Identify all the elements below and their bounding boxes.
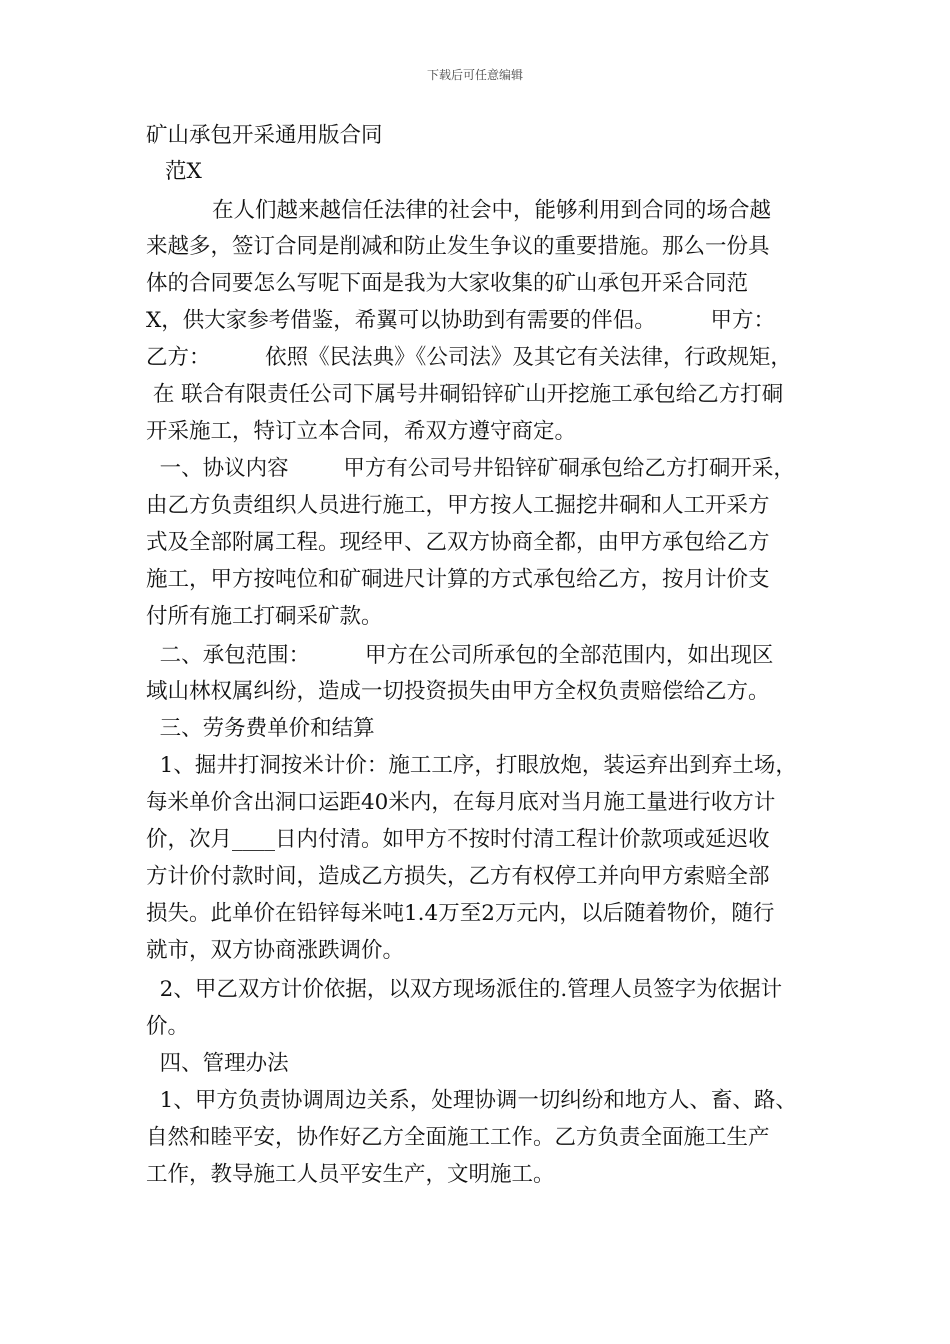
body-line: 施工，甲方按吨位和矿硐进尺计算的方式承包给乙方，按月计价支 [146, 567, 770, 592]
body-line: 域山林权属纠纷，造成一切投资损失由甲方全权负责赔偿给乙方。 [146, 679, 770, 704]
body-line: 四、管理办法 [146, 1051, 289, 1076]
body-line: 乙方： 依照《民法典》《公司法》及其它有关法律，行政规矩， [146, 345, 792, 370]
body-line: X，供大家参考借鉴，希翼可以协助到有需要的伴侣。 甲方： [146, 308, 775, 333]
body-line: 损失。此单价在铅锌每米吨1.4万至2万元内，以后随着物价，随行 [146, 901, 775, 926]
body-line: 付所有施工打硐采矿款。 [146, 604, 383, 629]
body-line: 工作，教导施工人员平安生产，文明施工。 [146, 1162, 555, 1187]
body-line: 方计价付款时间，造成乙方损失，乙方有权停工并向甲方索赔全部 [146, 864, 770, 889]
body-line: 二、承包范围： 甲方在公司所承包的全部范围内，如出现区 [146, 643, 774, 668]
body-line: 式及全部附属工程。现经甲、乙双方协商全都，由甲方承包给乙方 [146, 530, 770, 555]
body-line: 就市，双方协商涨跌调价。 [146, 938, 405, 963]
body-line: 一、协议内容 甲方有公司号井铅锌矿硐承包给乙方打硐开采， [146, 456, 795, 481]
body-line: 价，次月____日内付清。如甲方不按时付清工程计价款项或延迟收 [146, 827, 770, 852]
body-line: 2、甲乙双方计价依据，以双方现场派住的.管理人员签字为依据计 [146, 977, 783, 1002]
body-line: 在人们越来越信任法律的社会中，能够利用到合同的场合越 [212, 198, 772, 223]
doc-title: 矿山承包开采通用版合同 [146, 123, 383, 148]
page-header-note: 下载后可任意编辑 [426, 68, 523, 82]
body-line: 每米单价含出洞口运距40米内，在每月底对当月施工量进行收方计 [146, 790, 776, 815]
body-line: 由乙方负责组织人员进行施工，甲方按人工掘挖井硐和人工开采方 [146, 493, 770, 518]
body-line: 来越多，签订合同是削减和防止发生争议的重要措施。那么一份具 [146, 234, 770, 259]
body-line: 开采施工，特订立本合同，希双方遵守商定。 [146, 419, 577, 444]
body-line: 在 联合有限责任公司下属号井硐铅锌矿山开挖施工承包给乙方打硐 [146, 382, 784, 407]
body-line: 三、劳务费单价和结算 [146, 716, 375, 741]
body-line: 价。 [146, 1014, 190, 1039]
body-line: 1、掘井打洞按米计价：施工工序，打眼放炮，装运弃出到弃土场， [146, 753, 797, 778]
body-line: 体的合同要怎么写呢下面是我为大家收集的矿山承包开采合同范 [146, 271, 749, 296]
doc-subtitle: 范X [165, 159, 202, 184]
body-line: 1、甲方负责协调周边关系，处理协调一切纠纷和地方人、畜、路、 [146, 1088, 797, 1113]
body-line: 自然和睦平安，协作好乙方全面施工工作。乙方负责全面施工生产 [146, 1125, 770, 1150]
